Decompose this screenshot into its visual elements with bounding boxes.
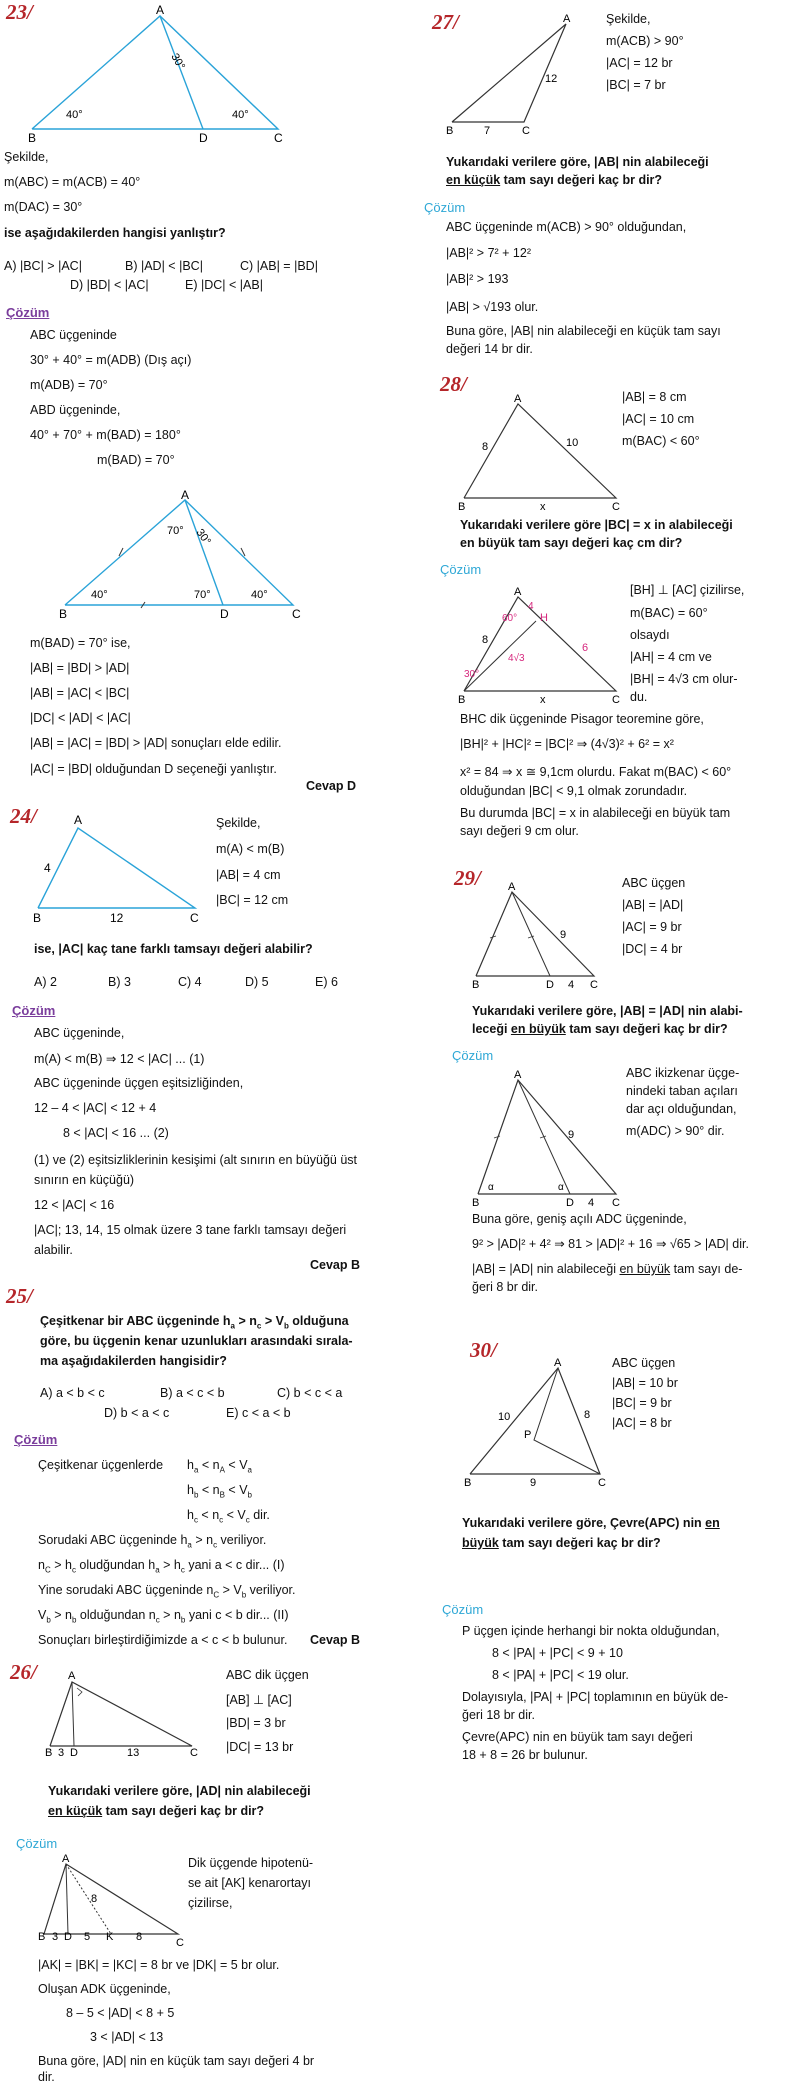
text-line: m(ABC) = m(ACB) = 40° — [4, 175, 141, 189]
fig-label: H — [540, 612, 548, 624]
option-e: E) c < a < b — [226, 1406, 291, 1420]
solution-line: alabilir. — [34, 1243, 73, 1257]
fig-side: 3 — [52, 1931, 59, 1943]
question-number-26: 26/ — [10, 1660, 37, 1684]
fig-label: B — [446, 125, 454, 137]
solution-line: |AB|² > 193 — [446, 272, 509, 286]
fig-label: A — [156, 4, 165, 17]
question-text: Yukarıdaki verilere göre, |AD| nin alabileceği — [48, 1784, 311, 1798]
fig-label: K — [106, 1931, 114, 1943]
fig-side: 8 — [584, 1409, 591, 1421]
solution-line: |AB| > √193 olur. — [446, 300, 539, 314]
solution-note: du. — [630, 690, 648, 704]
figure-q23-solution — [55, 490, 305, 620]
solution-line: olduğundan |BC| < 9,1 olmak zorundadır. — [460, 784, 688, 798]
solution-line: 8 < |PA| + |PC| < 19 olur. — [492, 1668, 629, 1682]
option-a: A) a < b < c — [40, 1386, 105, 1400]
question-text: büyük tam sayı değeri kaç br dir? — [462, 1536, 661, 1550]
solution-line: 40° + 70° + m(BAD) = 180° — [30, 428, 181, 442]
fig-side: x — [540, 501, 546, 512]
option-d: D) |BD| < |AC| — [70, 278, 149, 292]
solution-line: BHC dik üçgeninde Pisagor teoremine göre, — [460, 712, 704, 726]
solution-line: sayı değeri 9 cm olur. — [460, 824, 579, 838]
fig-side: 6 — [582, 642, 589, 654]
fig-side: 8 — [91, 1893, 98, 1905]
text-line: m(ACB) > 90° — [606, 34, 684, 48]
fig-side: 8 — [482, 441, 489, 453]
fig-label: A — [514, 586, 522, 598]
solution-line: Sorudaki ABC üçgeninde $h_a > n_c$ veriliyor. — [38, 1533, 267, 1550]
fig-label: C — [274, 131, 283, 144]
fig-side: 4 — [568, 979, 575, 990]
fig-label: D — [199, 131, 208, 144]
question-text: Yukarıdaki verilere göre |BC| = x in alabileceği — [460, 518, 733, 532]
fig-side: 12 — [110, 911, 124, 924]
solution-line: ABD üçgeninde, — [30, 403, 121, 417]
solution-line: Sonuçları birleştirdiğimizde a < c < b bulunur. — [38, 1633, 288, 1647]
fig-angle: α — [558, 1182, 564, 1193]
fig-side: 4 — [588, 1197, 595, 1208]
question-text: en küçük tam sayı değeri kaç br dir? — [48, 1804, 265, 1818]
solution-heading: Çözüm — [14, 1432, 58, 1447]
solution-note: Dik üçgende hipotenü- — [188, 1856, 314, 1870]
text-line: m(DAC) = 30° — [4, 200, 83, 214]
solution-line: (1) ve (2) eşitsizliklerinin kesişimi (alt sınırın en büyüğü üst — [34, 1153, 358, 1167]
solution-line: m(BAD) = 70° ise, — [30, 636, 131, 650]
solution-line: $h_a < n_A < V_a$ — [187, 1458, 252, 1475]
text-line: [AB] ⊥ [AC] — [226, 1693, 292, 1707]
fig-side: 12 — [545, 73, 558, 85]
solution-line: 3 < |AD| < 13 — [90, 2030, 164, 2044]
figure-q23 — [20, 4, 290, 144]
solution-line: Oluşan ADK üçgeninde, — [38, 1982, 171, 1996]
fig-angle: α — [488, 1182, 494, 1193]
fig-label: B — [464, 1477, 472, 1489]
fig-angle: 70° — [194, 589, 211, 601]
fig-label: B — [59, 607, 68, 620]
solution-note: m(BAC) = 60° — [630, 606, 708, 620]
question-number-28: 28/ — [440, 372, 467, 396]
fig-label: A — [514, 393, 522, 405]
fig-label: C — [612, 694, 620, 705]
solution-heading: Çözüm — [424, 200, 466, 215]
solution-line: Buna göre, geniş açılı ADC üçgeninde, — [472, 1212, 687, 1226]
fig-angle: 40° — [91, 589, 108, 601]
option-b: B) 3 — [108, 975, 131, 989]
fig-label: A — [74, 813, 83, 827]
option-b: B) a < c < b — [160, 1386, 225, 1400]
text-line: |AC| = 12 br — [606, 56, 673, 70]
solution-heading: Çözüm — [16, 1836, 58, 1851]
question-text: Yukarıdaki verilere göre, |AB| = |AD| nin alabi- — [472, 1004, 743, 1018]
solution-note: dar açı olduğundan, — [626, 1102, 737, 1116]
solution-line: 30° + 40° = m(ADB) (Dış açı) — [30, 353, 192, 367]
question-text: ise aşağıdakilerden hangisi yanlıştır? — [4, 226, 226, 240]
question-number-27: 27/ — [432, 10, 459, 34]
fig-label: A — [68, 1670, 76, 1682]
solution-line: 8 – 5 < |AD| < 8 + 5 — [66, 2006, 175, 2020]
fig-side: 4 — [44, 861, 51, 875]
question-number-25: 25/ — [6, 1284, 33, 1308]
solution-line: |AB|² > 7² + 12² — [446, 246, 532, 260]
fig-side: 13 — [127, 1747, 140, 1758]
solution-note: |AH| = 4 cm ve — [630, 650, 712, 664]
solution-line: |AB| = |AC| < |BC| — [30, 686, 130, 700]
fig-label: A — [563, 13, 571, 25]
fig-label: B — [33, 911, 42, 924]
text-line: |BC| = 7 br — [606, 78, 666, 92]
solution-line: Buna göre, |AD| nin en küçük tam sayı değeri 4 br — [38, 2054, 315, 2068]
fig-label: D — [220, 607, 229, 620]
fig-angle: 70° — [167, 525, 184, 537]
fig-label: B — [472, 979, 480, 990]
solution-note: m(ADC) > 90° dir. — [626, 1124, 725, 1138]
fig-side: 8 — [136, 1931, 143, 1943]
option-d: D) b < a < c — [104, 1406, 170, 1420]
solution-line: Yine sorudaki ABC üçgeninde $n_C > V_b$ veriliyor. — [38, 1583, 296, 1600]
solution-line: x² = 84 ⇒ x ≅ 9,1cm olurdu. Fakat m(BAC) < 60° — [460, 765, 732, 779]
text-line: ABC üçgen — [622, 876, 686, 890]
solution-line: 9² > |AD|² + 4² ⇒ 81 > |AD|² + 16 ⇒ √65 > |AD| dir. — [472, 1237, 749, 1251]
solution-line: $h_c < n_c < V_c$ dir. — [187, 1508, 270, 1525]
solution-line: $h_b < n_B < V_b$ — [187, 1483, 252, 1500]
solution-line: P üçgen içinde herhangi bir nokta olduğundan, — [462, 1624, 720, 1638]
text-line: |BD| = 3 br — [226, 1716, 286, 1730]
text-line: |DC| = 4 br — [622, 942, 683, 956]
solution-line: 18 + 8 = 26 br bulunur. — [462, 1748, 588, 1762]
fig-label: C — [190, 1747, 198, 1758]
fig-label: A — [514, 1069, 522, 1081]
text-line: Şekilde, — [606, 12, 651, 26]
fig-label: D — [566, 1197, 574, 1208]
fig-label: D — [546, 979, 554, 990]
fig-side: 9 — [560, 929, 567, 941]
figure-q29 — [466, 880, 616, 990]
solution-line: |BH|² + |HC|² = |BC|² ⇒ (4√3)² + 6² = x² — [460, 737, 674, 751]
answer: Cevap B — [310, 1258, 361, 1272]
fig-label: A — [181, 490, 190, 502]
solution-note: nindeki taban açıları — [626, 1084, 738, 1098]
option-a: A) 2 — [34, 975, 57, 989]
solution-line: ABC üçgeninde m(ACB) > 90° olduğundan, — [446, 220, 687, 234]
fig-label: D — [64, 1931, 72, 1943]
option-e: E) |DC| < |AB| — [185, 278, 263, 292]
solution-line: |DC| < |AD| < |AC| — [30, 711, 131, 725]
fig-label: C — [612, 1197, 620, 1208]
solution-line: $V_b > n_b$ olduğundan $n_c > n_b$ yani c < b dir... (II) — [38, 1608, 289, 1625]
text-line: |AC| = 10 cm — [622, 412, 695, 426]
solution-line: dir. — [38, 2070, 55, 2084]
solution-line: |AB| = |AC| = |BD| > |AD| sonuçları elde edilir. — [30, 736, 282, 750]
text-line: |AB| = 4 cm — [216, 868, 281, 882]
solution-heading: Çözüm — [440, 562, 482, 577]
solution-line: ABC üçgeninde üçgen eşitsizliğinden, — [34, 1076, 244, 1090]
solution-line: Çeşitkenar üçgenlerde — [38, 1458, 164, 1472]
solution-line: Dolayısıyla, |PA| + |PC| toplamının en büyük de- — [462, 1690, 729, 1704]
option-c: C) 4 — [178, 975, 202, 989]
solution-heading: Çözüm — [12, 1003, 56, 1018]
solution-line: ABC üçgeninde, — [34, 1026, 125, 1040]
figure-q29-solution — [470, 1068, 630, 1208]
question-text: Çeşitkenar bir ABC üçgeninde $h_a > n_c > V_b$ olduğuna — [40, 1314, 349, 1331]
solution-line: 8 < |PA| + |PC| < 9 + 10 — [492, 1646, 623, 1660]
figure-q26-solution — [36, 1854, 186, 1948]
figure-q28-solution — [456, 585, 626, 705]
solution-line: sınırın en küçüğü) — [34, 1173, 135, 1187]
fig-side: 9 — [568, 1129, 575, 1141]
question-number-30: 30/ — [470, 1338, 497, 1362]
fig-angle: 60° — [502, 613, 518, 624]
fig-angle: 30° — [193, 526, 213, 548]
fig-angle: 30° — [168, 51, 188, 72]
text-line: |AB| = |AD| — [622, 898, 684, 912]
text-line: |AB| = 8 cm — [622, 390, 687, 404]
solution-line: Buna göre, |AB| nin alabileceği en küçük tam sayı — [446, 324, 721, 338]
solution-line: 8 < |AC| < 16 ... (2) — [63, 1126, 169, 1140]
solution-line: 12 – 4 < |AC| < 12 + 4 — [34, 1101, 157, 1115]
text-line: |AB| = 10 br — [612, 1376, 678, 1390]
fig-angle: 40° — [251, 589, 268, 601]
fig-side: 9 — [530, 1477, 537, 1489]
text-line: |BC| = 12 cm — [216, 893, 289, 907]
text-line: |DC| = 13 br — [226, 1740, 294, 1754]
text-line: Şekilde, — [216, 816, 261, 830]
question-text: ma aşağıdakilerden hangisidir? — [40, 1354, 227, 1368]
fig-angle: 40° — [66, 109, 83, 121]
solution-line: m(ADB) = 70° — [30, 378, 108, 392]
question-number-23: 23/ — [6, 0, 33, 24]
solution-line: değeri 14 br dir. — [446, 342, 533, 356]
text-line: |AC| = 8 br — [612, 1416, 672, 1430]
fig-side: 4 — [528, 601, 534, 612]
fig-label: C — [612, 501, 620, 512]
option-d: D) 5 — [245, 975, 269, 989]
fig-label: P — [524, 1429, 532, 1441]
figure-q27 — [444, 12, 584, 137]
question-number-29: 29/ — [454, 866, 481, 890]
option-c: C) b < c < a — [277, 1386, 343, 1400]
fig-side: 4√3 — [508, 653, 525, 664]
fig-side: 10 — [566, 437, 579, 449]
fig-label: A — [62, 1854, 70, 1865]
text-line: ABC dik üçgen — [226, 1668, 309, 1682]
fig-label: C — [292, 607, 301, 620]
figure-q24 — [30, 812, 210, 924]
option-b: B) |AD| < |BC| — [125, 259, 203, 273]
solution-note: [BH] ⊥ [AC] çizilirse, — [630, 583, 745, 597]
fig-label: C — [590, 979, 598, 990]
fig-label: D — [70, 1747, 78, 1758]
solution-line: ğeri 8 br dir. — [472, 1280, 539, 1294]
solution-line: |AB| = |BD| > |AD| — [30, 661, 130, 675]
text-line: Şekilde, — [4, 150, 49, 164]
fig-label: C — [176, 1937, 184, 1948]
solution-note: çizilirse, — [188, 1896, 233, 1910]
solution-line: |AC| = |BD| olduğundan D seçeneği yanlıştır. — [30, 762, 277, 776]
fig-label: B — [45, 1747, 53, 1758]
fig-label: B — [458, 694, 466, 705]
solution-note: se ait [AK] kenarortayı — [188, 1876, 311, 1890]
fig-side: 3 — [58, 1747, 65, 1758]
solution-note: ABC ikizkenar üçge- — [626, 1066, 740, 1080]
fig-side: 8 — [482, 634, 489, 646]
text-line: |BC| = 9 br — [612, 1396, 672, 1410]
question-text: en küçük tam sayı değeri kaç br dir? — [446, 173, 663, 187]
solution-line: Bu durumda |BC| = x in alabileceği en büyük tam — [460, 806, 731, 820]
fig-side: 10 — [498, 1411, 511, 1423]
solution-heading: Çözüm — [452, 1048, 494, 1063]
figure-q28 — [456, 392, 626, 512]
fig-side: x — [540, 694, 546, 705]
solution-line: ABC üçgeninde — [30, 328, 117, 342]
solution-line: |AB| = |AD| nin alabileceği en büyük tam sayı de- — [472, 1262, 743, 1276]
question-text: leceği en büyük tam sayı değeri kaç br dir? — [472, 1022, 728, 1036]
solution-line: Çevre(APC) nin en büyük tam sayı değeri — [462, 1730, 693, 1744]
solution-line: |AK| = |BK| = |KC| = 8 br ve |DK| = 5 br olur. — [38, 1958, 280, 1972]
question-text: ise, |AC| kaç tane farklı tamsayı değeri alabilir? — [34, 942, 313, 956]
fig-label: B — [38, 1931, 46, 1943]
answer: Cevap D — [306, 779, 357, 793]
fig-angle: 40° — [232, 109, 249, 121]
fig-label: A — [554, 1358, 562, 1369]
text-line: m(A) < m(B) — [216, 842, 285, 856]
fig-side: 7 — [484, 125, 491, 137]
fig-side: 5 — [84, 1931, 91, 1943]
question-number-24: 24/ — [10, 804, 37, 828]
question-text: Yukarıdaki verilere göre, |AB| nin alabileceği — [446, 155, 709, 169]
fig-label: B — [472, 1197, 480, 1208]
solution-heading: Çözüm — [6, 305, 50, 320]
solution-line: m(A) < m(B) ⇒ 12 < |AC| ... (1) — [34, 1052, 205, 1066]
fig-label: A — [508, 881, 516, 893]
figure-q26 — [42, 1668, 202, 1758]
figure-q30 — [460, 1358, 620, 1490]
solution-line: $n_C > h_c$ oludğundan $h_a > h_c$ yani a < c dir... (I) — [38, 1558, 285, 1575]
solution-note: |BH| = 4√3 cm olur- — [630, 672, 738, 686]
solution-line: 12 < |AC| < 16 — [34, 1198, 115, 1212]
fig-label: C — [190, 911, 199, 924]
fig-label: B — [28, 131, 37, 144]
option-e: E) 6 — [315, 975, 338, 989]
solution-line: |AC|; 13, 14, 15 olmak üzere 3 tane farklı tamsayı değeri — [34, 1223, 347, 1237]
question-text: en büyük tam sayı değeri kaç cm dir? — [460, 536, 683, 550]
solution-line: m(BAD) = 70° — [97, 453, 175, 467]
text-line: |AC| = 9 br — [622, 920, 682, 934]
fig-label: B — [458, 501, 466, 512]
question-text: göre, bu üçgenin kenar uzunlukları arasındaki sırala- — [40, 1334, 353, 1348]
answer: Cevap B — [310, 1633, 361, 1647]
solution-note: olsaydı — [630, 628, 670, 642]
solution-heading: Çözüm — [442, 1602, 484, 1617]
option-a: A) |BC| > |AC| — [4, 259, 82, 273]
question-text: Yukarıdaki verilere göre, Çevre(APC) nin en — [462, 1516, 720, 1530]
fig-label: C — [598, 1477, 606, 1489]
option-c: C) |AB| = |BD| — [240, 259, 318, 273]
fig-label: C — [522, 125, 530, 137]
fig-angle: 30° — [464, 669, 480, 680]
text-line: ABC üçgen — [612, 1356, 676, 1370]
solution-line: ğeri 18 br dir. — [462, 1708, 535, 1722]
text-line: m(BAC) < 60° — [622, 434, 700, 448]
